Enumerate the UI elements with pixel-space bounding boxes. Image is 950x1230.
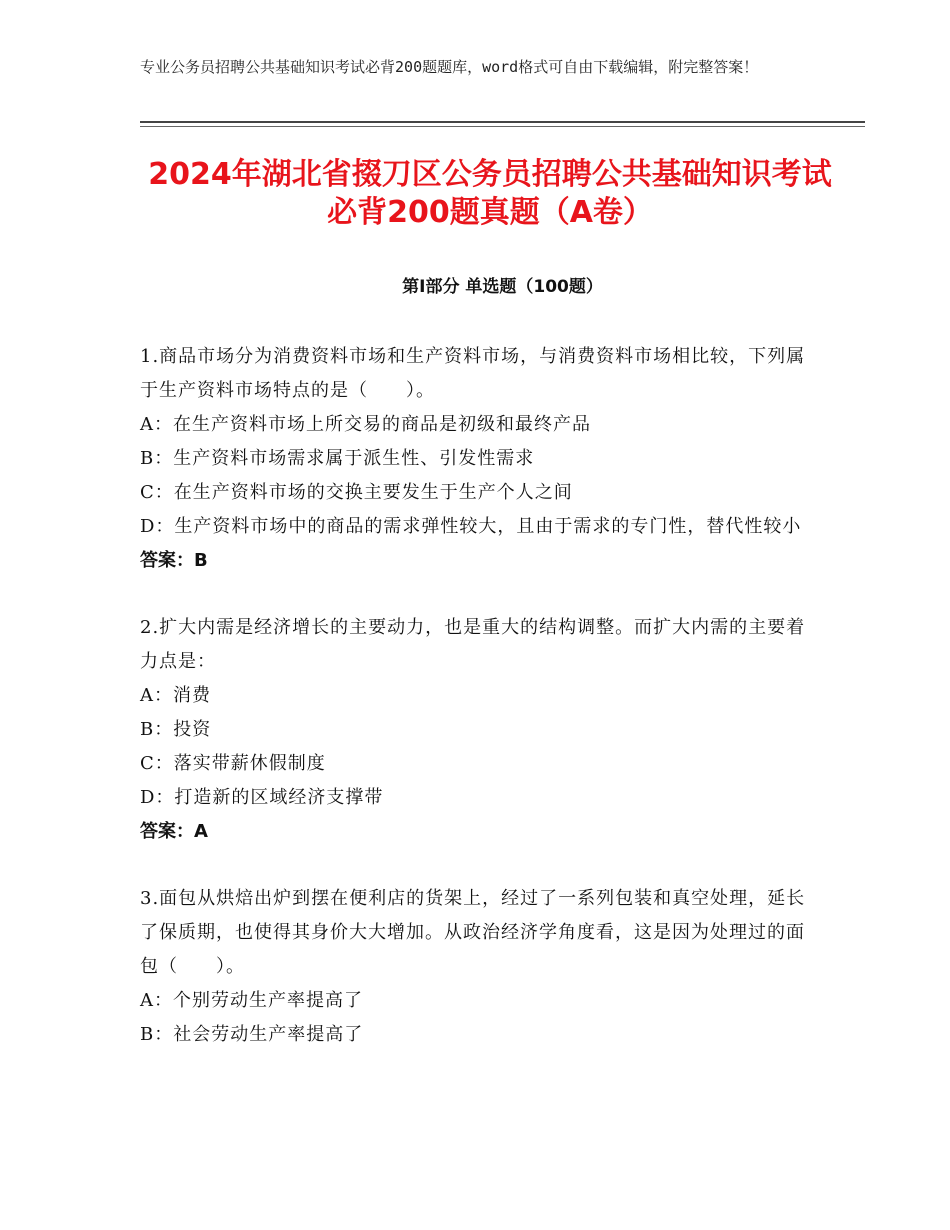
answer: 答案：B (140, 550, 208, 571)
option-b: B：生产资料市场需求属于派生性、引发性需求 (140, 448, 535, 469)
question-1 (140, 340, 820, 578)
question-stem: 3.面包从烘焙出炉到摆在便利店的货架上，经过了一系列包装和真空处理，延长了保质期，也使得其身价大大增加。从政治经济学角度看，这是因为处理过的面包（ ）。 (140, 888, 806, 977)
option-b: B：投资 (140, 719, 212, 740)
header-divider-thick (140, 121, 865, 123)
option-d: D：打造新的区域经济支撑带 (140, 787, 384, 808)
option-a: A：消费 (140, 685, 211, 706)
option-c: C：在生产资料市场的交换主要发生于生产个人之间 (140, 482, 573, 503)
option-b: B：社会劳动生产率提高了 (140, 1024, 364, 1045)
option-a: A：在生产资料市场上所交易的商品是初级和最终产品 (140, 414, 591, 435)
question-stem: 1.商品市场分为消费资料市场和生产资料市场，与消费资料市场相比较，下列属于生产资料市场特点的是（ ）。 (140, 346, 806, 401)
question-list (140, 340, 820, 1085)
question-3 (140, 882, 820, 1052)
option-c: C：落实带薪休假制度 (140, 753, 326, 774)
option-a: A：个别劳动生产率提高了 (140, 990, 363, 1011)
answer: 答案：A (140, 821, 208, 842)
header-divider-thin (140, 126, 865, 127)
header-note: 专业公务员招聘公共基础知识考试必背200题题库，word格式可自由下载编辑，附完整答案！ (140, 58, 759, 76)
option-d: D：生产资料市场中的商品的需求弹性较大，且由于需求的专门性，替代性较小 (140, 516, 802, 537)
question-stem: 2.扩大内需是经济增长的主要动力，也是重大的结构调整。而扩大内需的主要着力点是： (140, 617, 806, 672)
document-title: 2024年湖北省掇刀区公务员招聘公共基础知识考试必背200题真题（A卷） (148, 157, 832, 230)
section-title: 第Ⅰ部分 单选题（100题） (402, 277, 603, 297)
question-2 (140, 611, 820, 849)
